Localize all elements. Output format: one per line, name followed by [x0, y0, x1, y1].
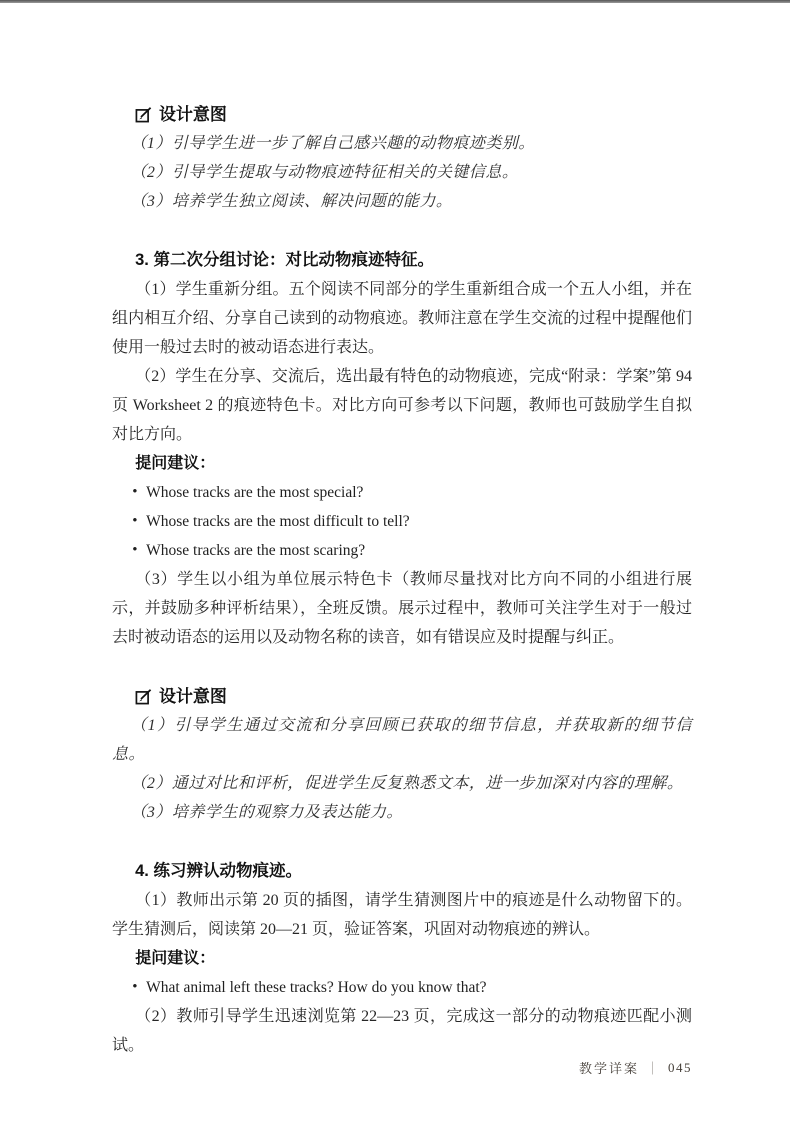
question-tips-label: 提问建议： [135, 455, 216, 472]
activity-3-section [112, 246, 692, 652]
activity-3-heading: 3. 第二次分组讨论：对比动物痕迹特征。 [135, 251, 434, 269]
intent-item: （1）引导学生进一步了解自己感兴趣的动物痕迹类别。 [130, 135, 535, 152]
question-item: • Whose tracks are the most difficult to tell? [112, 507, 692, 536]
activity-3-paragraph-3: （3）学生以小组为单位展示特色卡（教师尽量找对比方向不同的小组进行展示，并鼓励多种评析结果），全班反馈。展示过程中，教师可关注学生对于一般过去时被动语态的运用以及动物名称的读音，如有错误应及时提醒与纠正。 [112, 571, 692, 646]
edit-icon [135, 106, 152, 123]
edit-icon [135, 688, 152, 705]
design-intent-title-text: 设计意图 [158, 105, 227, 124]
question-item: • Whose tracks are the most special? [112, 478, 692, 507]
question-list [112, 478, 692, 565]
question-item: • What animal left these tracks? How do you know that? [112, 973, 692, 1002]
question-list [112, 973, 692, 1002]
activity-4-section [112, 857, 692, 1060]
design-intent-section-1 [112, 100, 692, 216]
design-intent-heading [112, 682, 692, 711]
activity-4-paragraph-2: （2）教师引导学生迅速浏览第 22—23 页，完成这一部分的动物痕迹匹配小测试。 [112, 1008, 692, 1054]
design-intent-title-text: 设计意图 [158, 687, 227, 706]
activity-3-paragraph-2: （2）学生在分享、交流后，选出最有特色的动物痕迹，完成“附录：学案”第 94 页 Worksheet 2 的痕迹特色卡。对比方向可参考以下问题，教师也可鼓励学生自拟对比方向。 [112, 368, 692, 443]
question-item: • Whose tracks are the most scaring? [112, 536, 692, 565]
footer-divider: ｜ [645, 1061, 659, 1076]
question-tips-label: 提问建议： [135, 950, 216, 967]
design-intent-heading [112, 100, 692, 129]
intent-item: （2）通过对比和评析，促进学生反复熟悉文本，进一步加深对内容的理解。 [130, 775, 684, 792]
activity-3-paragraph-1: （1）学生重新分组。五个阅读不同部分的学生重新组合成一个五人小组，并在组内相互介绍、分享自己读到的动物痕迹。教师注意在学生交流的过程中提醒他们使用一般过去时的被动语态进行表达。 [112, 281, 692, 356]
footer-section-label: 教学详案 [578, 1061, 639, 1076]
footer-page-number: 045 [668, 1059, 692, 1075]
intent-item: （2）引导学生提取与动物痕迹特征相关的关键信息。 [130, 164, 519, 181]
page-footer [579, 1058, 692, 1077]
design-intent-section-2 [112, 682, 692, 827]
intent-item: （3）培养学生的观察力及表达能力。 [130, 804, 403, 821]
activity-4-paragraph-1: （1）教师出示第 20 页的插图，请学生猜测图片中的痕迹是什么动物留下的。学生猜测后，阅读第 20—21 页，验证答案，巩固对动物痕迹的辨认。 [112, 892, 692, 938]
intent-item: （1）引导学生通过交流和分享回顾已获取的细节信息，并获取新的细节信息。 [112, 717, 692, 763]
intent-item: （3）培养学生独立阅读、解决问题的能力。 [130, 193, 453, 210]
activity-4-heading: 4. 练习辨认动物痕迹。 [135, 862, 302, 880]
